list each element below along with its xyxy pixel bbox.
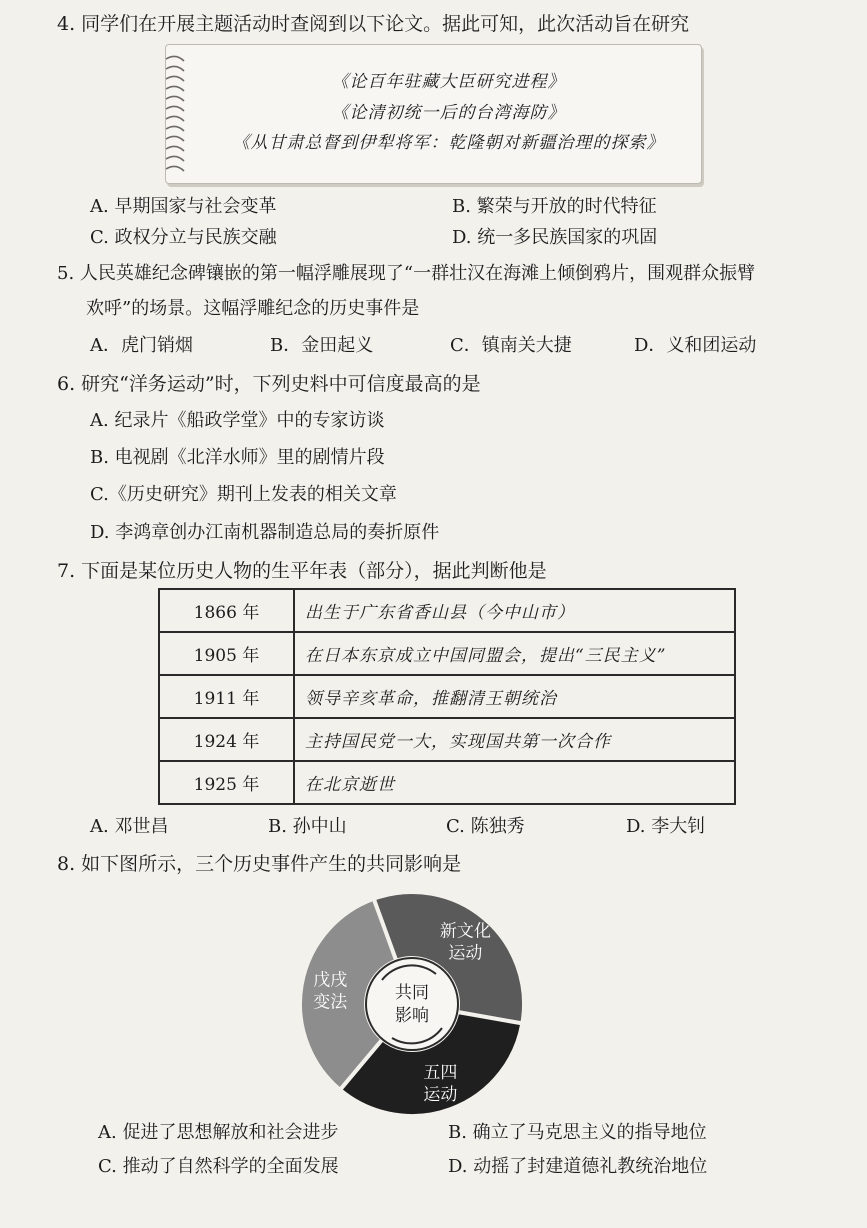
q8-option-c[interactable]: C. 推动了自然科学的全面发展 <box>98 1156 339 1177</box>
q8-stem: 8. 如下图所示，三个历史事件产生的共同影响是 <box>57 853 462 875</box>
timeline-year: 1866 年 <box>159 589 294 632</box>
q5-option-d[interactable]: D．义和团运动 <box>634 335 757 356</box>
table-row <box>159 761 735 804</box>
q8-option-b[interactable]: B. 确立了马克思主义的指导地位 <box>448 1122 707 1143</box>
q7-option-b[interactable]: B. 孙中山 <box>268 816 347 837</box>
q7-stem: 7. 下面是某位历史人物的生平年表（部分），据此判断他是 <box>57 560 547 582</box>
q4-paper-3: 《从甘肃总督到伊犁将军：乾隆朝对新疆治理的探索》 <box>232 133 665 153</box>
donut-segment-label: 变法 <box>313 992 348 1013</box>
donut-center-label-2: 影响 <box>395 1006 429 1026</box>
table-row <box>159 589 735 632</box>
table-row <box>159 632 735 675</box>
q8-donut-diagram <box>296 888 528 1120</box>
q4-option-a[interactable]: A. 早期国家与社会变革 <box>90 196 277 217</box>
table-row <box>159 675 735 718</box>
q7-option-a[interactable]: A. 邓世昌 <box>90 816 169 837</box>
timeline-year: 1905 年 <box>159 632 294 675</box>
q4-paper-2: 《论清初统一后的台湾海防》 <box>331 103 566 123</box>
q4-notebook-card <box>165 44 702 184</box>
q5-option-b[interactable]: B．金田起义 <box>270 335 374 356</box>
q5-stem-line1: 5. 人民英雄纪念碑镶嵌的第一幅浮雕展现了“一群壮汉在海滩上倾倒鸦片，围观群众振臂 <box>57 263 756 284</box>
q4-option-c[interactable]: C. 政权分立与民族交融 <box>90 227 277 248</box>
table-row <box>159 718 735 761</box>
q8-option-a[interactable]: A. 促进了思想解放和社会进步 <box>98 1122 339 1143</box>
q4-option-d[interactable]: D. 统一多民族国家的巩固 <box>452 227 658 248</box>
q5-option-a[interactable]: A．虎门销烟 <box>90 335 193 356</box>
q6-option-b[interactable]: B. 电视剧《北洋水师》里的剧情片段 <box>90 447 385 468</box>
q7-option-d[interactable]: D. 李大钊 <box>626 816 706 837</box>
q4-stem: 4. 同学们在开展主题活动时查阅到以下论文。据此可知，此次活动旨在研究 <box>57 13 690 35</box>
timeline-year: 1911 年 <box>159 675 294 718</box>
notebook-spiral-icon <box>162 53 188 177</box>
donut-center-circle <box>366 958 458 1050</box>
q5-stem-line2: 欢呼”的场景。这幅浮雕纪念的历史事件是 <box>86 298 420 319</box>
q7-option-c[interactable]: C. 陈独秀 <box>446 816 525 837</box>
q6-stem: 6. 研究“洋务运动”时，下列史料中可信度最高的是 <box>57 373 481 395</box>
timeline-year: 1925 年 <box>159 761 294 804</box>
timeline-event: 领导辛亥革命，推翻清王朝统治 <box>294 675 735 718</box>
donut-segment-label: 戊戌 <box>313 970 348 991</box>
timeline-event: 在北京逝世 <box>294 761 735 804</box>
timeline-event: 主持国民党一大，实现国共第一次合作 <box>294 718 735 761</box>
q6-option-c[interactable]: C.《历史研究》期刊上发表的相关文章 <box>90 484 397 505</box>
timeline-year: 1924 年 <box>159 718 294 761</box>
timeline-event: 在日本东京成立中国同盟会，提出“三民主义” <box>294 632 735 675</box>
donut-center-label-1: 共同 <box>395 983 429 1003</box>
q5-option-c[interactable]: C．镇南关大捷 <box>450 335 572 356</box>
donut-segment-label: 新文化 <box>439 921 491 942</box>
donut-segment-label: 五四 <box>423 1062 458 1083</box>
donut-segment-label: 运动 <box>448 943 483 964</box>
q6-option-d[interactable]: D. 李鸿章创办江南机器制造总局的奏折原件 <box>90 522 440 543</box>
q8-option-d[interactable]: D. 动摇了封建道德礼教统治地位 <box>448 1156 708 1177</box>
q7-timeline-table <box>158 588 736 805</box>
q6-option-a[interactable]: A. 纪录片《船政学堂》中的专家访谈 <box>90 410 385 431</box>
timeline-event: 出生于广东省香山县（今中山市） <box>294 589 735 632</box>
q4-option-b[interactable]: B. 繁荣与开放的时代特征 <box>452 196 657 217</box>
q4-paper-1: 《论百年驻藏大臣研究进程》 <box>331 72 566 92</box>
donut-segment-label: 运动 <box>423 1084 458 1105</box>
